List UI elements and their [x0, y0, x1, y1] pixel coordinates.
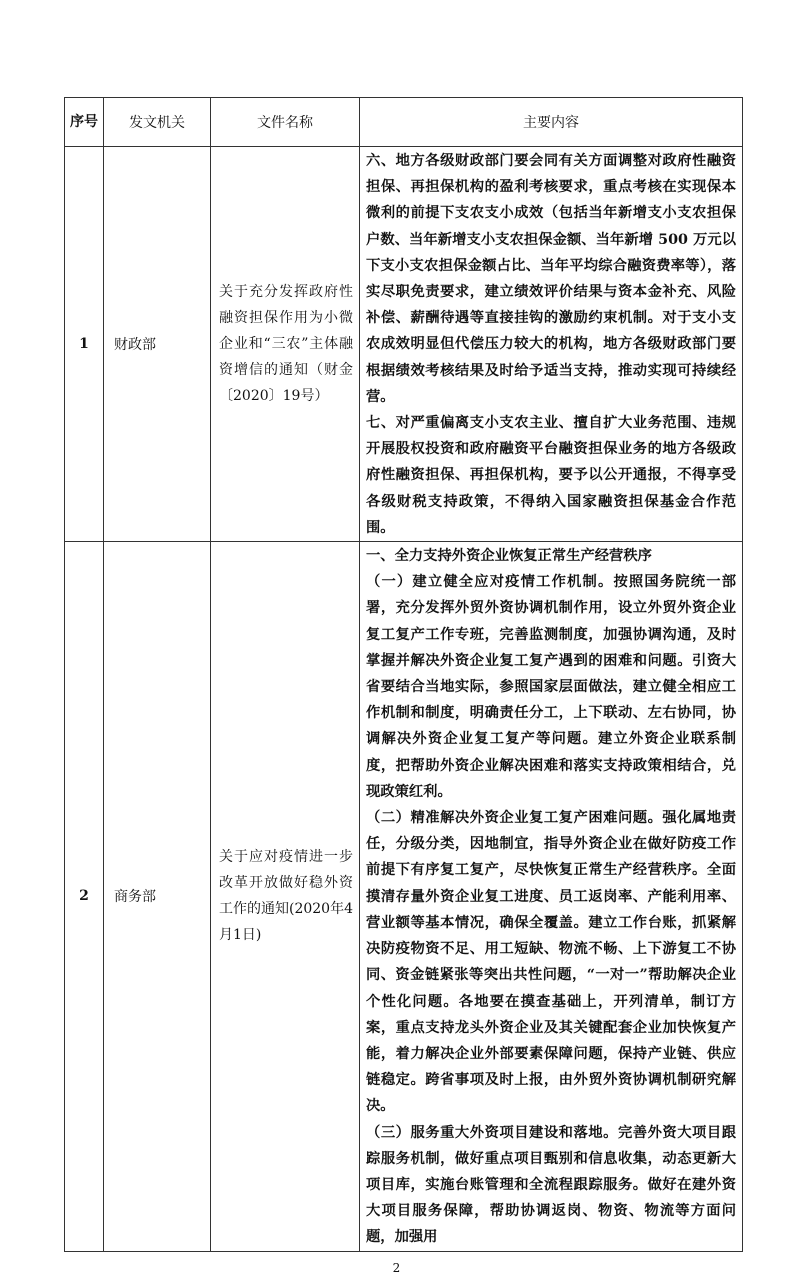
- row-issuer: 财政部: [104, 147, 211, 542]
- row-content: [360, 147, 743, 542]
- row-number: 1: [65, 147, 104, 542]
- row-title: 关于应对疫情进一步改革开放做好稳外资工作的通知(2020年4月1日): [211, 542, 360, 1251]
- content-paragraph: 一、全力支持外资企业恢复正常生产经营秩序: [366, 548, 652, 565]
- header-title: 文件名称: [211, 98, 360, 147]
- table-header-row: [65, 98, 743, 147]
- header-content: 主要内容: [360, 98, 743, 147]
- page-number: 2: [392, 1260, 401, 1275]
- table-row: [65, 147, 743, 542]
- header-issuer: 发文机关: [104, 98, 211, 147]
- content-paragraph: （三）服务重大外资项目建设和落地。完善外资大项目跟踪服务机制，做好重点项目甄别和信息收集，动态更新大项目库，实施台账管理和全流程跟踪服务。做好在建外资大项目服务保障，帮助协调返岗、物资、物流等方面问题，加强用: [366, 1124, 736, 1246]
- table-row: [65, 542, 743, 1251]
- content-paragraph: （一）建立健全应对疫情工作机制。按照国务院统一部署，充分发挥外贸外资协调机制作用，设立外贸外资企业复工复产工作专班，完善监测制度，加强协调沟通，及时掌握并解决外资企业复工复产遇到的困难和问题。引资大省要结合当地实际，参照国家层面做法，建立健全相应工作机制和制度，明确责任分工，上下联动、左右协同，协调解决外资企业复工复产等问题。建立外资企业联系制度，把帮助外资企业解决困难和落实支持政策相结合，兑现政策红利。: [366, 574, 736, 800]
- header-no: 序号: [65, 98, 104, 147]
- content-paragraph: （二）精准解决外资企业复工复产困难问题。强化属地责任，分级分类，因地制宜，指导外资企业在做好防疫工作前提下有序复工复产，尽快恢复正常生产经营秩序。全面摸清存量外资企业复工进度、员工返岗率、产能利用率、营业额等基本情况，确保全覆盖。建立工作台账，抓紧解决防疫物资不足、用工短缺、物流不畅、上下游复工不协同、资金链紧张等突出共性问题，“一对一”帮助解决企业个性化问题。各地要在摸查基础上，开列清单，制订方案，重点支持龙头外资企业及其关键配套企业加快恢复产能，着力解决企业外部要素保障问题，保持产业链、供应链稳定。跨省事项及时上报，由外贸外资协调机制研究解决。: [366, 810, 736, 1115]
- row-title: 关于充分发挥政府性融资担保作用为小微企业和“三农”主体融资增信的通知（财金〔2020〕19号）: [211, 147, 360, 542]
- row-content: [360, 542, 743, 1251]
- row-issuer: 商务部: [104, 542, 211, 1251]
- policy-table: [64, 97, 743, 1252]
- row-number: 2: [65, 542, 104, 1251]
- content-paragraph: 六、地方各级财政部门要会同有关方面调整对政府性融资担保、再担保机构的盈利考核要求，重点考核在实现保本微利的前提下支农支小成效（包括当年新增支小支农担保户数、当年新增支小支农担保金额、当年新增 500 万元以下支小支农担保金额占比、当年平均综合融资费率等），落实尽职免责要求，建立绩效评价结果与资本金补充、风险补偿、薪酬待遇等直接挂钩的激励约束机制。对于支小支农成效明显但代偿压力较大的机构，地方各级财政部门要根据绩效考核结果及时给予适当支持，推动实现可持续经营。: [366, 153, 736, 405]
- content-paragraph: 七、对严重偏离支小支农主业、擅自扩大业务范围、违规开展股权投资和政府融资平台融资担保业务的地方各级政府性融资担保、再担保机构，要予以公开通报，不得享受各级财税支持政策，不得纳入国家融资担保基金合作范围。: [366, 415, 736, 536]
